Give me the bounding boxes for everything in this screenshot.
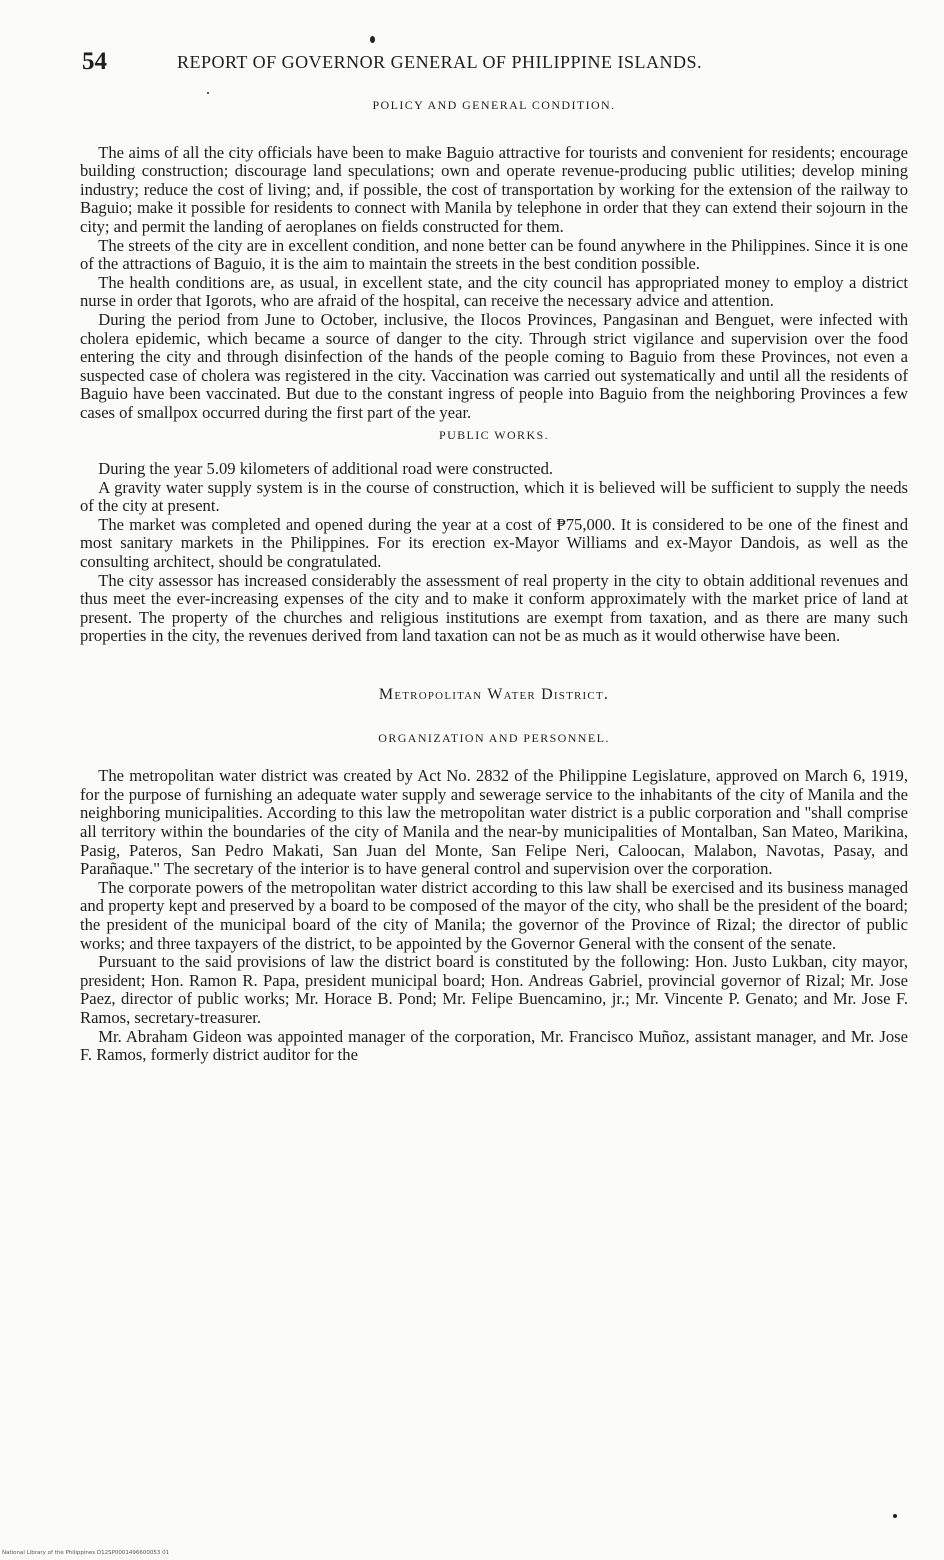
page-body bbox=[80, 96, 908, 1065]
source-note: National Library of the Philippines D12SP0001496600053 01 bbox=[2, 1550, 170, 1556]
paragraph: During the period from June to October, inclusive, the Ilocos Provinces, Pangasinan and Benguet, were infected with cholera epidemic, which became a source of danger to the city. Through strict vigilance and supervision over the food entering the city and through disinfection of the hands of the people coming to Baguio from these Provinces, not even a suspected case of cholera was registered in the city. Vaccination was carried out systematically and until all the residents of Baguio have been vaccinated. But due to the constant ingress of people into Baguio from the neighboring Provinces a few cases of smallpox occurred during the first part of the year. bbox=[80, 309, 908, 422]
ink-speck bbox=[207, 92, 209, 94]
paragraph: Mr. Abraham Gideon was appointed manager of the corporation, Mr. Francisco Muñoz, assistant manager, and Mr. Jose F. Ramos, formerly district auditor for the bbox=[80, 1026, 908, 1065]
page-header bbox=[82, 48, 842, 78]
ink-speck bbox=[893, 1514, 897, 1518]
paragraph: The streets of the city are in excellent condition, and none better can be found anywhere in the Philippines. Since it is one of the attractions of Baguio, it is the aim to maintain the streets in the best condition possible. bbox=[80, 235, 908, 274]
chapter-title: Metropolitan Water District. bbox=[378, 686, 610, 704]
paragraph: Pursuant to the said provisions of law the district board is constituted by the following: Hon. Justo Lukban, city mayor, president; Hon. Ramon R. Papa, president municipal board; Hon. Andreas Gabriel, provincial governor of Rizal; Mr. Jose Paez, director of public works; Mr. Horace B. Pond; Mr. Felipe Buencamino, jr.; Mr. Vincente P. Genato; and Mr. Jose F. Ramos, secretary-treasurer. bbox=[80, 952, 908, 1027]
page-number: 54 bbox=[82, 48, 107, 75]
paragraph: The city assessor has increased considerably the assessment of real property in the city to obtain additional revenues and thus meet the ever-increasing expenses of the city and to make it conform approximately with the market price of land at present. The property of the churches and religious institutions are exempt from taxation, and as there are many such properties in the city, the revenues derived from land taxation can not be as much as it would otherwise have been. bbox=[80, 570, 908, 646]
section-heading-public-works: PUBLIC WORKS. bbox=[439, 427, 549, 442]
paragraph: The market was completed and opened during the year at a cost of ₱75,000. It is considered to be one of the finest and most sanitary markets in the Philippines. For its erection ex-Mayor Williams and ex-Mayor Dandois, as well as the consulting architect, should be congratulated. bbox=[80, 514, 908, 572]
paragraph: The health conditions are, as usual, in excellent state, and the city council has appropriated money to employ a district nurse in order that Igorots, who are afraid of the hospital, can receive the necessary advice and attention. bbox=[80, 272, 908, 311]
section-heading-policy: POLICY AND GENERAL CONDITION. bbox=[372, 98, 616, 112]
section-heading-organization: ORGANIZATION AND PERSONNEL. bbox=[378, 730, 610, 745]
paragraph: A gravity water supply system is in the course of construction, which it is believed will be sufficient to supply the needs of the city at present. bbox=[80, 477, 908, 516]
paragraph: The aims of all the city officials have been to make Baguio attractive for tourists and convenient for residents; encourage building construction; discourage land speculations; own and operate revenue-producing public utilities; develop mining industry; reduce the cost of living; and, if possible, the cost of transportation by working for the extension of the railway to Baguio; make it possible for residents to connect with Manila by telephone in order that they can extend their sojourn in the city; and permit the landing of aeroplanes on fields constructed for them. bbox=[80, 142, 908, 236]
paragraph: During the year 5.09 kilometers of additional road were constructed. bbox=[98, 459, 554, 479]
running-title: REPORT OF GOVERNOR GENERAL OF PHILIPPINE ISLANDS. bbox=[177, 52, 702, 72]
ink-speck bbox=[370, 36, 375, 43]
paragraph: The corporate powers of the metropolitan water district according to this law shall be exercised and its business managed and property kept and preserved by a board to be composed of the mayor of the city, who shall be the president of the board; the president of the municipal board of the city of Manila; the governor of the Province of Rizal; the director of public works; and three taxpayers of the district, to be appointed by the Governor General with the consent of the senate. bbox=[80, 877, 908, 953]
paragraph: The metropolitan water district was created by Act No. 2832 of the Philippine Legislature, approved on March 6, 1919, for the purpose of furnishing an adequate water supply and sewerage service to the inhabitants of the city of Manila and the neighboring municipalities. According to this law the metropolitan water district is a public corporation and "shall comprise all territory within the boundaries of the city of Manila and the near-by municipalities of Montalban, San Mateo, Marikina, Pasig, Pateros, San Pedro Makati, San Juan del Monte, San Felipe Neri, Caloocan, Malabon, Navotas, Pasay, and Parañaque." The secretary of the interior is to have general control and supervision over the corporation. bbox=[80, 766, 908, 879]
